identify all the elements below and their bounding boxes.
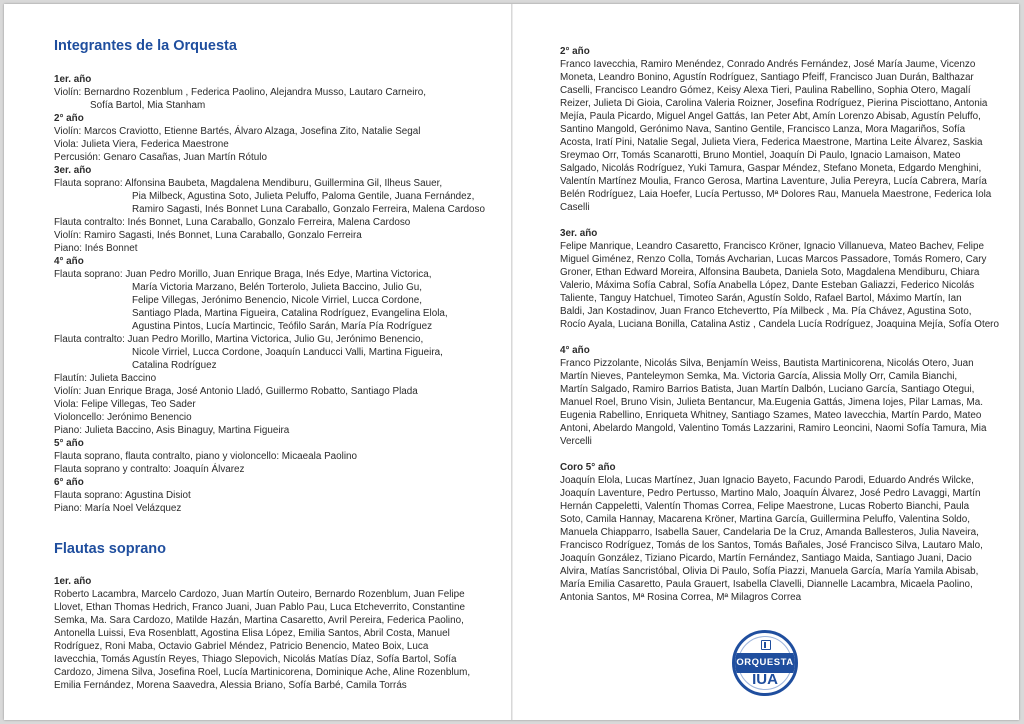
roster-line: Flauta soprano y contralto: Joaquín Álvarez [54, 464, 245, 475]
roster-line: Flauta soprano: Agustina Disiot [54, 490, 191, 501]
roster-line: Viola: Julieta Viera, Federica Maestrone [54, 139, 229, 150]
roster-line: Flauta soprano, flauta contralto, piano y violoncello: Micaeala Paolino [54, 451, 358, 462]
roster-line: Llovet, Ethan Thomas Hedrich, Franco Juani, Juan Pablo Pau, Luca Etcheverrito, Constantine [54, 602, 465, 613]
year-heading: 3er. año [54, 165, 92, 176]
roster-line: Taliente, Tanguy Hatchuel, Timoteo Sarán, Agustín Soldo, Rafael Bartol, Máximo Martín, Ian [560, 293, 962, 304]
year-heading: 5° año [54, 438, 84, 449]
roster-line: Joaquín Elola, Lucas Martínez, Juan Ignacio Bayeto, Facundo Parodi, Eduardo Andrés Wilcke, [560, 475, 974, 486]
roster-line: Violín: Bernardno Rozenblum , Federica Paolino, Alejandra Musso, Lautaro Carneiro, [54, 87, 426, 98]
roster-line: Martín Salgado, Ramiro Barrios Batista, Juan Martín Dalbón, Luciano García, Santiago Otegui, [560, 384, 975, 395]
roster-line: Soto, Camila Hannay, Macarena Kröner, Martina García, Guillermina Peluffo, Valentina Soldo, [560, 514, 971, 525]
roster-line: Francisco Rodríguez, Tomás de los Santos, Tomás Bañales, José Francisco Silva, Lautaro Malo, [560, 540, 983, 551]
roster-line: Caselli, Francisco Leandro Gómez, Keisy Alexa Tieri, Paulina Rabellino, Sophia Otero, Magalí [560, 85, 971, 96]
roster-line: Eugenia Rabellino, Enriqueta Whitney, Santiago Szames, Mateo Iavecchia, Martín Pardo, Mateo [560, 410, 982, 421]
roster-line: Flautín: Julieta Baccino [54, 373, 157, 384]
year-heading: 6° año [54, 477, 84, 488]
roster-line: Percusión: Genaro Casañas, Juan Martín Rótulo [54, 152, 267, 163]
roster-line: Caselli [560, 202, 590, 213]
year-heading: 2° año [54, 113, 84, 124]
roster-line: Manuela Chiapparro, Isabella Sauer, Candelaria De la Cruz, Amanda Ballesteros, Julia Naveira, [560, 527, 979, 538]
roster-line: Reizer, Julieta Di Gioia, Carolina Valeria Roizner, Josefina Rodríguez, Pierina Pisciottano, Antonia [560, 98, 988, 109]
roster-line [560, 448, 999, 461]
roster-line: Flauta contralto: Inés Bonnet, Luna Caraballo, Gonzalo Ferreira, Malena Cardoso [54, 217, 411, 228]
roster-line: Violín: Juan Enrique Braga, José Antonio Lladó, Guillermo Robatto, Santiago Plada [54, 386, 418, 397]
roster-line: Agustina Pintos, Lucía Martincic, Teófilo Sarán, María Pía Rodríguez [132, 321, 433, 332]
roster-line: Valentín Martínez Moulia, Franco Gerosa, Martina Laventure, Julia Pereyra, Lucía Cabrera, María [560, 176, 987, 187]
roster-line: Sreymao Orr, Tomás Scanarotti, Bruno Montiel, Joaquín Di Paulo, Ignacio Lamaison, Mateo [560, 150, 961, 161]
roster-line: Catalina Rodríguez [132, 360, 217, 371]
section-title-flautas-soprano: Flautas soprano [54, 541, 166, 557]
roster-line: Felipe Villegas, Jerónimo Benencio, Nicole Virriel, Lucca Cordone, [132, 295, 423, 306]
roster-line: Sofía Bartol, Mia Stanham [90, 100, 206, 111]
orquesta-iua-logo [732, 630, 798, 696]
roster-line: Franco Iavecchia, Ramiro Menéndez, Conrado Andrés Fernández, José María Jaume, Vicenzo [560, 59, 976, 70]
booklet-spread [4, 4, 1019, 720]
roster-line: Flauta contralto: Juan Pedro Morillo, Martina Victorica, Julio Gu, Jerónimo Benencio, [54, 334, 424, 345]
roster-line: Belén Rodríguez, Laia Hoefer, Lucía Pertusso, Mª Dolores Rau, Manuela Maestrone, Federica Iola [560, 189, 992, 200]
section-title-integrantes: Integrantes de la Orquesta [54, 38, 237, 54]
roster-line: Piano: Julieta Baccino, Asis Binaguy, Martina Figueira [54, 425, 290, 436]
roster-line: María Victoria Marzano, Belén Torterolo, Julieta Baccino, Julio Gu, [132, 282, 422, 293]
roster-line: Felipe Manrique, Leandro Casaretto, Francisco Kröner, Ignacio Villanueva, Mateo Bachev, Felipe [560, 241, 984, 252]
roster-line: Baldi, Jan Kostadinov, Juan Franco Etchevertto, Pía Milbeck , Ma. Pía Chávez, Agustina Soto, [560, 306, 972, 317]
year-heading: 1er. año [54, 74, 92, 85]
roster-line: Vercelli [560, 436, 592, 447]
year-heading: 2° año [560, 46, 590, 57]
year-heading: 4° año [54, 256, 84, 267]
roster-line: Acosta, Iratí Pini, Natalie Segal, Julieta Viera, Federica Maestrone, Martina Leite Álvarez, Saskia [560, 137, 983, 148]
roster-line: Cardozo, Jimena Silva, Josefina Roel, Lucía Martinicorena, Dominique Ache, Aline Rozenblum, [54, 667, 471, 678]
roster-line: Santiago Plada, Martina Figueira, Catalina Rodríguez, Evangelina Elola, [132, 308, 448, 319]
roster-line: Viola: Felipe Villegas, Teo Sader [54, 399, 196, 410]
roster-line: Rodríguez, Roni Maba, Octavio Gabriel Méndez, Patricio Benencio, Mateo Boix, Luca [54, 641, 429, 652]
roster-line: Ramiro Sagasti, Inés Bonnet Luna Caraballo, Gonzalo Ferreira, Malena Cardoso [132, 204, 485, 215]
roster-line: Antonia Santos, Mª Rosina Correa, Mª Milagros Correa [560, 592, 802, 603]
roster-line: Franco Pizzolante, Nicolás Silva, Benjamín Weiss, Bautista Martinicorena, Nicolás Otero, Juan [560, 358, 974, 369]
year-heading: Coro 5° año [560, 462, 616, 473]
roster-line: Alvira, Matías Sancristóbal, Olivia Di Paulo, Sofía Piazzi, Manuela García, María Yamila Abisab, [560, 566, 979, 577]
roster-line: Semka, Ma. Sara Cardozo, Matilde Hazán, Martina Casaretto, Avril Pereira, Federica Paolino, [54, 615, 464, 626]
year-heading: 1er. año [54, 576, 92, 587]
logo-iua: IUA [752, 671, 778, 688]
flautas-soprano-list [54, 575, 470, 692]
roster-line: Antoni, Abelardo Mangold, Valentino Tomás Lazzarini, Ramiro Leoncini, Naomi Sofía Tamura, Mia [560, 423, 987, 434]
roster-line: Iavecchia, Tomás Agustín Reyes, Thiago Slepovich, Nicolás Matías Díaz, Sofía Bartol, Sofía [54, 654, 457, 665]
roster-line: Violín: Ramiro Sagasti, Inés Bonnet, Luna Caraballo, Gonzalo Ferreira [54, 230, 362, 241]
roster-line: Moneta, Leandro Bonino, Agustín Rodríguez, Santiago Pfeiff, Francisco Juan Durán, Balthazar [560, 72, 974, 83]
roster-line: Salgado, Nicolás Rodríguez, Yuki Tamura, Gaspar Méndez, Stefano Moneta, Edgardo Menghini, [560, 163, 982, 174]
roster-line: Joaquín Laventure, Pedro Pertusso, Martino Malo, Joaquín Álvarez, José Pedro Lavaggi, Martín [560, 488, 981, 499]
year-heading: 4° año [560, 345, 590, 356]
year-heading: 3er. año [560, 228, 598, 239]
roster-line: Pia Milbeck, Agustina Soto, Julieta Peluffo, Paloma Gentile, Juana Fernández, [132, 191, 475, 202]
roster-line: Miguel Giménez, Renzo Colla, Tomás Avcharian, Lucas Marcos Passadore, Tomás Romero, Cary [560, 254, 987, 265]
roster-line: Nicole Virriel, Lucca Cordone, Joaquín Landucci Valli, Martina Figueira, [132, 347, 443, 358]
left-page [4, 4, 511, 720]
roster-line [560, 331, 999, 344]
roster-line: Roberto Lacambra, Marcelo Cardozo, Juan Martín Outeiro, Bernardo Rozenblum, Juan Felipe [54, 589, 465, 600]
integrantes-list [54, 73, 485, 515]
roster-line: Piano: María Noel Velázquez [54, 503, 182, 514]
flautas-soprano-continued-list [560, 45, 999, 604]
roster-line: Violoncello: Jerónimo Benencio [54, 412, 192, 423]
roster-line: Rocío Ayala, Luciana Bonilla, Catalina Astiz , Candela Lucía Rodríguez, Joaquina Mejía, Sofía Otero [560, 319, 999, 330]
roster-line: Groner, Ethan Edward Moreira, Alfonsina Baubeta, Daniela Soto, Magdalena Mendiburu, Chiara [560, 267, 980, 278]
logo-word: ORQUESTA [736, 657, 794, 668]
roster-line [560, 214, 999, 227]
roster-line: Manuel Roel, Bruno Visin, Julieta Bentancur, Ma.Eugenia Gattás, Jimena Iojes, Pilar Lamas, Ma. [560, 397, 984, 408]
roster-line: Antonella Luissi, Eva Rosenblatt, Agostina Elisa López, Emilia Santos, Abril Costa, Manuel [54, 628, 450, 639]
university-emblem-icon [761, 640, 771, 650]
roster-line: Flauta soprano: Juan Pedro Morillo, Juan Enrique Braga, Inés Edye, Martina Victorica, [54, 269, 432, 280]
roster-line: Violín: Marcos Craviotto, Etienne Bartés, Álvaro Alzaga, Josefina Zito, Natalie Segal [54, 126, 421, 137]
roster-line: Valerio, Máxima Sofía Cabral, Sofía Anabella López, Dante Esteban Galiazzi, Federico Nicolás [560, 280, 975, 291]
roster-line: Santino Mangold, Gerónimo Nava, Santino Gentile, Francisco Lanza, Mora Magariños, Sofía [560, 124, 966, 135]
roster-line: Joaquín González, Tiziano Picardo, Martín Fernández, Santiago Maida, Santiago Juani, Dacio [560, 553, 972, 564]
roster-line: Mejía, Paula Picardo, Miguel Angel Gattás, Ian Peter Abt, Amín Lorenzo Abisab, Agustín Peluffo, [560, 111, 981, 122]
roster-line: Emilia Fernández, Morena Saavedra, Alessia Briano, Sofía Barbé, Camila Torrás [54, 680, 407, 691]
roster-line: Martín Nieves, Panteleymon Semka, Ma. Victoria García, Alissia Molly Orr, Camila Bianchi, [560, 371, 958, 382]
roster-line: Piano: Inés Bonnet [54, 243, 138, 254]
roster-line: Flauta soprano: Alfonsina Baubeta, Magdalena Mendiburu, Guillermina Gil, Ilheus Sauer, [54, 178, 443, 189]
roster-line: Hernán Cappeletti, Valentín Thomas Correa, Felipe Maestrone, Lucas Roberto Bianchi, Paula [560, 501, 970, 512]
roster-line: María Emilia Casaretto, Paula Grauert, Isabella Clavelli, Diannelle Lacambra, Micaela Paolino, [560, 579, 973, 590]
right-page [513, 4, 1019, 720]
